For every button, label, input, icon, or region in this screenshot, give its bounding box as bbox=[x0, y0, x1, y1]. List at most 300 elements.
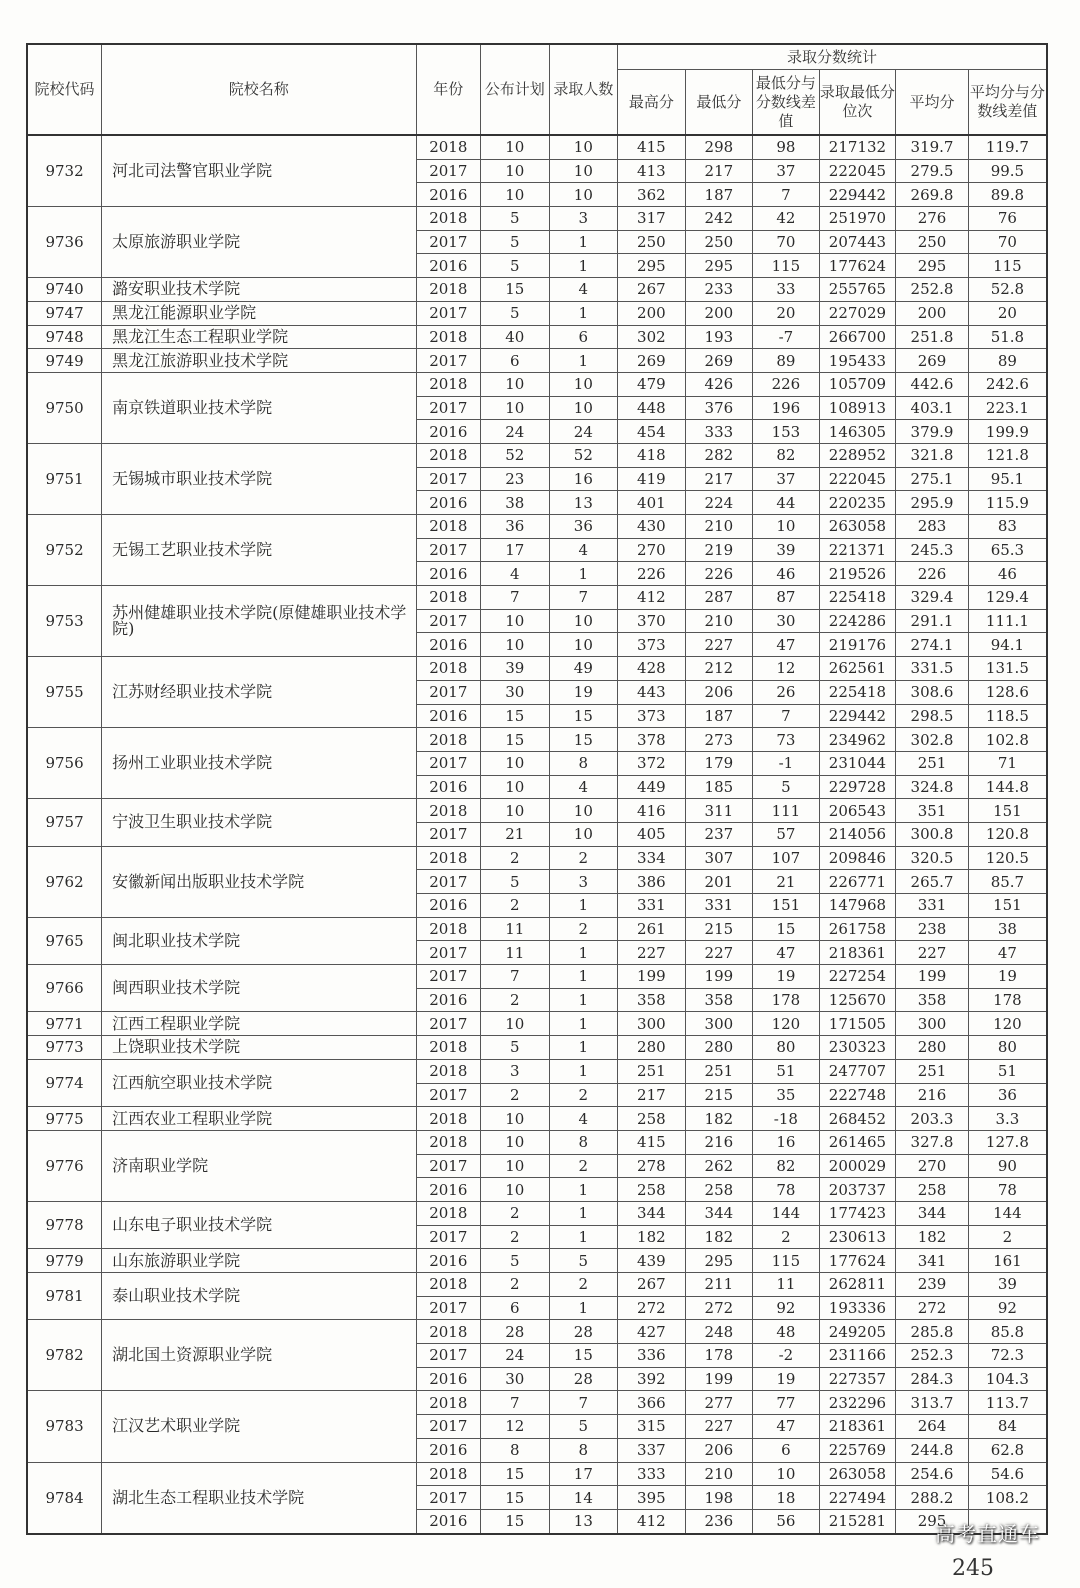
table-row bbox=[27, 1201, 1047, 1225]
cell-avg: 321.8 bbox=[896, 443, 969, 467]
cell-year: 2017 bbox=[416, 822, 481, 846]
cell-min-diff: 39 bbox=[753, 538, 820, 562]
cell-min-rank: 231166 bbox=[819, 1344, 896, 1368]
cell-min: 224 bbox=[685, 491, 753, 515]
cell-year: 2018 bbox=[416, 799, 481, 823]
cell-min: 358 bbox=[685, 988, 753, 1012]
cell-avg-diff: 111.1 bbox=[968, 609, 1047, 633]
cell-min-rank: 125670 bbox=[819, 988, 896, 1012]
cell-min-rank: 226771 bbox=[819, 870, 896, 894]
cell-max: 372 bbox=[618, 751, 686, 775]
cell-code: 9747 bbox=[27, 301, 102, 325]
cell-year: 2016 bbox=[416, 420, 481, 444]
cell-avg: 298.5 bbox=[896, 704, 969, 728]
cell-code: 9748 bbox=[27, 325, 102, 349]
cell-avg-diff: 85.8 bbox=[968, 1320, 1047, 1344]
cell-avg-diff: 71 bbox=[968, 751, 1047, 775]
cell-min: 295 bbox=[685, 1249, 753, 1273]
cell-code: 9784 bbox=[27, 1462, 102, 1534]
cell-min-diff: 73 bbox=[753, 728, 820, 752]
cell-min: 227 bbox=[685, 633, 753, 657]
cell-name: 宁波卫生职业技术学院 bbox=[102, 799, 416, 846]
cell-plan: 8 bbox=[481, 1438, 550, 1462]
cell-name: 黑龙江生态工程职业学院 bbox=[102, 325, 416, 349]
cell-avg-diff: 46 bbox=[968, 562, 1047, 586]
cell-min-rank: 209846 bbox=[819, 846, 896, 870]
cell-max: 250 bbox=[618, 230, 686, 254]
cell-plan: 5 bbox=[481, 1036, 550, 1060]
cell-min-rank: 218361 bbox=[819, 941, 896, 965]
cell-code: 9736 bbox=[27, 207, 102, 278]
cell-max: 373 bbox=[618, 633, 686, 657]
cell-avg-diff: 72.3 bbox=[968, 1344, 1047, 1368]
cell-name: 南京铁道职业技术学院 bbox=[102, 372, 416, 443]
cell-min: 227 bbox=[685, 941, 753, 965]
cell-avg-diff: 36 bbox=[968, 1083, 1047, 1107]
table-row bbox=[27, 372, 1047, 396]
cell-min-diff: 10 bbox=[753, 1462, 820, 1486]
cell-name: 闽西职业技术学院 bbox=[102, 965, 416, 1012]
cell-max: 401 bbox=[618, 491, 686, 515]
cell-year: 2016 bbox=[416, 894, 481, 918]
cell-avg: 324.8 bbox=[896, 775, 969, 799]
cell-avg: 264 bbox=[896, 1415, 969, 1439]
header-min-diff: 最低分与分数线差值 bbox=[753, 70, 820, 136]
cell-max: 267 bbox=[618, 1273, 686, 1297]
cell-admitted: 10 bbox=[549, 135, 618, 159]
cell-year: 2018 bbox=[416, 1059, 481, 1083]
cell-name: 山东旅游职业学院 bbox=[102, 1249, 416, 1273]
cell-year: 2017 bbox=[416, 1012, 481, 1036]
table-row bbox=[27, 1107, 1047, 1131]
cell-plan: 10 bbox=[481, 1107, 550, 1131]
cell-max: 217 bbox=[618, 1083, 686, 1107]
header-avg: 平均分 bbox=[896, 70, 969, 136]
cell-plan: 11 bbox=[481, 917, 550, 941]
cell-avg: 239 bbox=[896, 1273, 969, 1297]
cell-min-diff: 10 bbox=[753, 515, 820, 539]
cell-year: 2018 bbox=[416, 1391, 481, 1415]
cell-avg: 344 bbox=[896, 1201, 969, 1225]
cell-min: 211 bbox=[685, 1273, 753, 1297]
cell-plan: 10 bbox=[481, 633, 550, 657]
cell-admitted: 1 bbox=[549, 562, 618, 586]
cell-plan: 5 bbox=[481, 870, 550, 894]
cell-min: 217 bbox=[685, 159, 753, 183]
cell-admitted: 2 bbox=[549, 1273, 618, 1297]
cell-admitted: 10 bbox=[549, 372, 618, 396]
cell-plan: 15 bbox=[481, 1486, 550, 1510]
cell-year: 2017 bbox=[416, 230, 481, 254]
cell-avg-diff: 80 bbox=[968, 1036, 1047, 1060]
cell-max: 449 bbox=[618, 775, 686, 799]
cell-admitted: 4 bbox=[549, 538, 618, 562]
cell-admitted: 15 bbox=[549, 1344, 618, 1368]
cell-avg-diff: 51.8 bbox=[968, 325, 1047, 349]
cell-name: 江汉艺术职业学院 bbox=[102, 1391, 416, 1462]
cell-min-rank: 222045 bbox=[819, 159, 896, 183]
cell-code: 9752 bbox=[27, 515, 102, 586]
cell-min-rank: 227254 bbox=[819, 965, 896, 989]
cell-min-diff: 47 bbox=[753, 941, 820, 965]
cell-name: 河北司法警官职业学院 bbox=[102, 135, 416, 207]
cell-avg-diff: 19 bbox=[968, 965, 1047, 989]
cell-min: 198 bbox=[685, 1486, 753, 1510]
cell-code: 9740 bbox=[27, 278, 102, 302]
cell-max: 331 bbox=[618, 894, 686, 918]
table-row bbox=[27, 1036, 1047, 1060]
cell-min: 344 bbox=[685, 1201, 753, 1225]
table-row bbox=[27, 325, 1047, 349]
cell-max: 278 bbox=[618, 1154, 686, 1178]
cell-min: 217 bbox=[685, 467, 753, 491]
cell-avg-diff: 90 bbox=[968, 1154, 1047, 1178]
cell-plan: 24 bbox=[481, 1344, 550, 1368]
cell-plan: 2 bbox=[481, 846, 550, 870]
cell-max: 258 bbox=[618, 1107, 686, 1131]
cell-admitted: 1 bbox=[549, 988, 618, 1012]
cell-plan: 12 bbox=[481, 1415, 550, 1439]
cell-avg: 251.8 bbox=[896, 325, 969, 349]
cell-max: 261 bbox=[618, 917, 686, 941]
cell-min: 233 bbox=[685, 278, 753, 302]
cell-max: 418 bbox=[618, 443, 686, 467]
cell-max: 415 bbox=[618, 1130, 686, 1154]
header-avg-diff: 平均分与分数线差值 bbox=[968, 70, 1047, 136]
cell-avg-diff: 54.6 bbox=[968, 1462, 1047, 1486]
cell-name: 闽北职业技术学院 bbox=[102, 917, 416, 964]
cell-min-diff: 107 bbox=[753, 846, 820, 870]
cell-admitted: 17 bbox=[549, 1462, 618, 1486]
cell-admitted: 13 bbox=[549, 491, 618, 515]
cell-plan: 10 bbox=[481, 372, 550, 396]
cell-avg-diff: 127.8 bbox=[968, 1130, 1047, 1154]
cell-plan: 2 bbox=[481, 988, 550, 1012]
cell-avg-diff: 20 bbox=[968, 301, 1047, 325]
cell-avg: 269 bbox=[896, 349, 969, 373]
cell-min-rank: 251970 bbox=[819, 207, 896, 231]
cell-min-diff: 115 bbox=[753, 1249, 820, 1273]
cell-min: 219 bbox=[685, 538, 753, 562]
cell-min-rank: 268452 bbox=[819, 1107, 896, 1131]
cell-min-diff: 11 bbox=[753, 1273, 820, 1297]
cell-min-diff: 80 bbox=[753, 1036, 820, 1060]
cell-avg-diff: 85.7 bbox=[968, 870, 1047, 894]
header-min-rank: 录取最低分位次 bbox=[819, 70, 896, 136]
cell-code: 9765 bbox=[27, 917, 102, 964]
cell-admitted: 1 bbox=[549, 349, 618, 373]
cell-avg-diff: 65.3 bbox=[968, 538, 1047, 562]
table-row bbox=[27, 349, 1047, 373]
cell-avg: 254.6 bbox=[896, 1462, 969, 1486]
cell-min-diff: 70 bbox=[753, 230, 820, 254]
cell-min: 216 bbox=[685, 1130, 753, 1154]
cell-avg-diff: 94.1 bbox=[968, 633, 1047, 657]
cell-year: 2016 bbox=[416, 988, 481, 1012]
cell-min-diff: 178 bbox=[753, 988, 820, 1012]
cell-max: 182 bbox=[618, 1225, 686, 1249]
cell-max: 448 bbox=[618, 396, 686, 420]
cell-avg-diff: 115.9 bbox=[968, 491, 1047, 515]
cell-admitted: 7 bbox=[549, 586, 618, 610]
cell-admitted: 4 bbox=[549, 1107, 618, 1131]
cell-min-rank: 200029 bbox=[819, 1154, 896, 1178]
cell-plan: 5 bbox=[481, 1249, 550, 1273]
cell-year: 2016 bbox=[416, 183, 481, 207]
cell-avg-diff: 108.2 bbox=[968, 1486, 1047, 1510]
cell-code: 9757 bbox=[27, 799, 102, 846]
cell-plan: 10 bbox=[481, 799, 550, 823]
cell-avg: 300 bbox=[896, 1012, 969, 1036]
cell-min-diff: 226 bbox=[753, 372, 820, 396]
cell-name: 江西农业工程职业学院 bbox=[102, 1107, 416, 1131]
cell-min: 185 bbox=[685, 775, 753, 799]
cell-min: 269 bbox=[685, 349, 753, 373]
cell-min-rank: 232296 bbox=[819, 1391, 896, 1415]
cell-name: 无锡工艺职业技术学院 bbox=[102, 515, 416, 586]
cell-max: 392 bbox=[618, 1367, 686, 1391]
cell-min-diff: 19 bbox=[753, 1367, 820, 1391]
cell-plan: 5 bbox=[481, 301, 550, 325]
cell-admitted: 49 bbox=[549, 657, 618, 681]
cell-min-diff: 89 bbox=[753, 349, 820, 373]
cell-name: 泰山职业技术学院 bbox=[102, 1273, 416, 1320]
cell-min-rank: 177624 bbox=[819, 1249, 896, 1273]
cell-min: 237 bbox=[685, 822, 753, 846]
cell-year: 2018 bbox=[416, 515, 481, 539]
cell-plan: 2 bbox=[481, 1201, 550, 1225]
cell-avg: 288.2 bbox=[896, 1486, 969, 1510]
cell-min: 212 bbox=[685, 657, 753, 681]
cell-avg: 283 bbox=[896, 515, 969, 539]
cell-year: 2017 bbox=[416, 941, 481, 965]
cell-year: 2016 bbox=[416, 1178, 481, 1202]
cell-min: 251 bbox=[685, 1059, 753, 1083]
cell-min: 311 bbox=[685, 799, 753, 823]
cell-avg: 245.3 bbox=[896, 538, 969, 562]
header-min: 最低分 bbox=[685, 70, 753, 136]
cell-avg-diff: 118.5 bbox=[968, 704, 1047, 728]
cell-avg: 199 bbox=[896, 965, 969, 989]
cell-min-rank: 207443 bbox=[819, 230, 896, 254]
cell-min: 333 bbox=[685, 420, 753, 444]
cell-avg-diff: 92 bbox=[968, 1296, 1047, 1320]
cell-year: 2018 bbox=[416, 657, 481, 681]
cell-name: 湖北国土资源职业学院 bbox=[102, 1320, 416, 1391]
cell-avg-diff: 113.7 bbox=[968, 1391, 1047, 1415]
cell-min: 182 bbox=[685, 1107, 753, 1131]
cell-min-rank: 227029 bbox=[819, 301, 896, 325]
cell-admitted: 4 bbox=[549, 775, 618, 799]
cell-max: 269 bbox=[618, 349, 686, 373]
cell-min-diff: 44 bbox=[753, 491, 820, 515]
cell-code: 9756 bbox=[27, 728, 102, 799]
cell-year: 2017 bbox=[416, 609, 481, 633]
cell-year: 2017 bbox=[416, 1225, 481, 1249]
cell-max: 366 bbox=[618, 1391, 686, 1415]
cell-plan: 4 bbox=[481, 562, 550, 586]
cell-min-diff: 57 bbox=[753, 822, 820, 846]
cell-min-rank: 263058 bbox=[819, 1462, 896, 1486]
table-row bbox=[27, 1130, 1047, 1154]
cell-min: 273 bbox=[685, 728, 753, 752]
table-row bbox=[27, 515, 1047, 539]
cell-avg: 302.8 bbox=[896, 728, 969, 752]
cell-min-rank: 224286 bbox=[819, 609, 896, 633]
cell-avg: 251 bbox=[896, 1059, 969, 1083]
cell-avg: 279.5 bbox=[896, 159, 969, 183]
cell-code: 9773 bbox=[27, 1036, 102, 1060]
cell-code: 9771 bbox=[27, 1012, 102, 1036]
cell-year: 2016 bbox=[416, 775, 481, 799]
cell-min-rank: 105709 bbox=[819, 372, 896, 396]
cell-avg: 272 bbox=[896, 1296, 969, 1320]
cell-avg-diff: 99.5 bbox=[968, 159, 1047, 183]
cell-min: 242 bbox=[685, 207, 753, 231]
cell-avg: 331 bbox=[896, 894, 969, 918]
cell-year: 2018 bbox=[416, 325, 481, 349]
cell-admitted: 16 bbox=[549, 467, 618, 491]
cell-admitted: 6 bbox=[549, 325, 618, 349]
cell-max: 412 bbox=[618, 586, 686, 610]
cell-min: 227 bbox=[685, 1415, 753, 1439]
cell-max: 226 bbox=[618, 562, 686, 586]
cell-admitted: 3 bbox=[549, 207, 618, 231]
cell-avg-diff: 161 bbox=[968, 1249, 1047, 1273]
cell-avg: 313.7 bbox=[896, 1391, 969, 1415]
cell-code: 9776 bbox=[27, 1130, 102, 1201]
cell-min: 210 bbox=[685, 609, 753, 633]
cell-avg-diff: 102.8 bbox=[968, 728, 1047, 752]
cell-admitted: 8 bbox=[549, 751, 618, 775]
table-row bbox=[27, 1249, 1047, 1273]
cell-year: 2018 bbox=[416, 586, 481, 610]
cell-min: 178 bbox=[685, 1344, 753, 1368]
cell-min-diff: 30 bbox=[753, 609, 820, 633]
cell-avg: 280 bbox=[896, 1036, 969, 1060]
cell-code: 9762 bbox=[27, 846, 102, 917]
cell-admitted: 1 bbox=[549, 301, 618, 325]
cell-admitted: 10 bbox=[549, 396, 618, 420]
cell-min-rank: 255765 bbox=[819, 278, 896, 302]
cell-avg-diff: 120 bbox=[968, 1012, 1047, 1036]
cell-min: 193 bbox=[685, 325, 753, 349]
cell-avg-diff: 144 bbox=[968, 1201, 1047, 1225]
cell-admitted: 1 bbox=[549, 894, 618, 918]
cell-max: 395 bbox=[618, 1486, 686, 1510]
cell-min-rank: 171505 bbox=[819, 1012, 896, 1036]
header-score-group: 录取分数统计 bbox=[618, 44, 1047, 70]
cell-admitted: 36 bbox=[549, 515, 618, 539]
cell-min-diff: 16 bbox=[753, 1130, 820, 1154]
cell-avg-diff: 38 bbox=[968, 917, 1047, 941]
table-row bbox=[27, 1462, 1047, 1486]
cell-avg: 216 bbox=[896, 1083, 969, 1107]
cell-plan: 30 bbox=[481, 1367, 550, 1391]
cell-admitted: 1 bbox=[549, 254, 618, 278]
cell-avg: 285.8 bbox=[896, 1320, 969, 1344]
cell-year: 2016 bbox=[416, 1367, 481, 1391]
cell-avg: 227 bbox=[896, 941, 969, 965]
cell-name: 苏州健雄职业技术学院(原健雄职业技术学院) bbox=[102, 586, 416, 657]
cell-code: 9783 bbox=[27, 1391, 102, 1462]
cell-admitted: 10 bbox=[549, 183, 618, 207]
cell-admitted: 13 bbox=[549, 1509, 618, 1533]
cell-max: 413 bbox=[618, 159, 686, 183]
cell-min: 280 bbox=[685, 1036, 753, 1060]
cell-year: 2018 bbox=[416, 135, 481, 159]
cell-avg: 403.1 bbox=[896, 396, 969, 420]
cell-min-diff: 20 bbox=[753, 301, 820, 325]
cell-min-diff: 46 bbox=[753, 562, 820, 586]
cell-min: 187 bbox=[685, 704, 753, 728]
cell-min: 215 bbox=[685, 917, 753, 941]
cell-admitted: 52 bbox=[549, 443, 618, 467]
cell-min-rank: 266700 bbox=[819, 325, 896, 349]
cell-name: 济南职业学院 bbox=[102, 1130, 416, 1201]
cell-plan: 10 bbox=[481, 1178, 550, 1202]
cell-min-rank: 247707 bbox=[819, 1059, 896, 1083]
cell-max: 358 bbox=[618, 988, 686, 1012]
cell-min-rank: 219526 bbox=[819, 562, 896, 586]
cell-plan: 5 bbox=[481, 207, 550, 231]
cell-avg-diff: 83 bbox=[968, 515, 1047, 539]
cell-min-diff: -2 bbox=[753, 1344, 820, 1368]
cell-avg: 308.6 bbox=[896, 680, 969, 704]
cell-min: 287 bbox=[685, 586, 753, 610]
cell-year: 2017 bbox=[416, 159, 481, 183]
cell-min: 282 bbox=[685, 443, 753, 467]
page-number: 245 bbox=[952, 1556, 994, 1581]
cell-max: 300 bbox=[618, 1012, 686, 1036]
cell-plan: 15 bbox=[481, 278, 550, 302]
cell-plan: 6 bbox=[481, 349, 550, 373]
cell-name: 潞安职业技术学院 bbox=[102, 278, 416, 302]
cell-year: 2017 bbox=[416, 1486, 481, 1510]
cell-year: 2018 bbox=[416, 728, 481, 752]
cell-year: 2018 bbox=[416, 1130, 481, 1154]
cell-avg: 265.7 bbox=[896, 870, 969, 894]
cell-max: 386 bbox=[618, 870, 686, 894]
cell-min-diff: 153 bbox=[753, 420, 820, 444]
cell-max: 199 bbox=[618, 965, 686, 989]
cell-admitted: 1 bbox=[549, 1201, 618, 1225]
cell-avg: 295 bbox=[896, 254, 969, 278]
cell-avg-diff: 121.8 bbox=[968, 443, 1047, 467]
admission-score-table-page bbox=[26, 43, 1048, 1535]
cell-avg: 200 bbox=[896, 301, 969, 325]
cell-max: 280 bbox=[618, 1036, 686, 1060]
header-plan: 公布计划 bbox=[481, 44, 550, 135]
cell-min-rank: 229728 bbox=[819, 775, 896, 799]
cell-min: 187 bbox=[685, 183, 753, 207]
cell-admitted: 1 bbox=[549, 1012, 618, 1036]
cell-year: 2017 bbox=[416, 751, 481, 775]
cell-min: 277 bbox=[685, 1391, 753, 1415]
cell-min-rank: 193336 bbox=[819, 1296, 896, 1320]
cell-plan: 10 bbox=[481, 159, 550, 183]
cell-min-rank: 177423 bbox=[819, 1201, 896, 1225]
cell-min: 300 bbox=[685, 1012, 753, 1036]
cell-max: 412 bbox=[618, 1509, 686, 1533]
cell-min-diff: 15 bbox=[753, 917, 820, 941]
cell-year: 2018 bbox=[416, 278, 481, 302]
cell-year: 2017 bbox=[416, 870, 481, 894]
cell-min-diff: 78 bbox=[753, 1178, 820, 1202]
cell-min-rank: 225418 bbox=[819, 680, 896, 704]
cell-max: 270 bbox=[618, 538, 686, 562]
cell-min-diff: 47 bbox=[753, 1415, 820, 1439]
